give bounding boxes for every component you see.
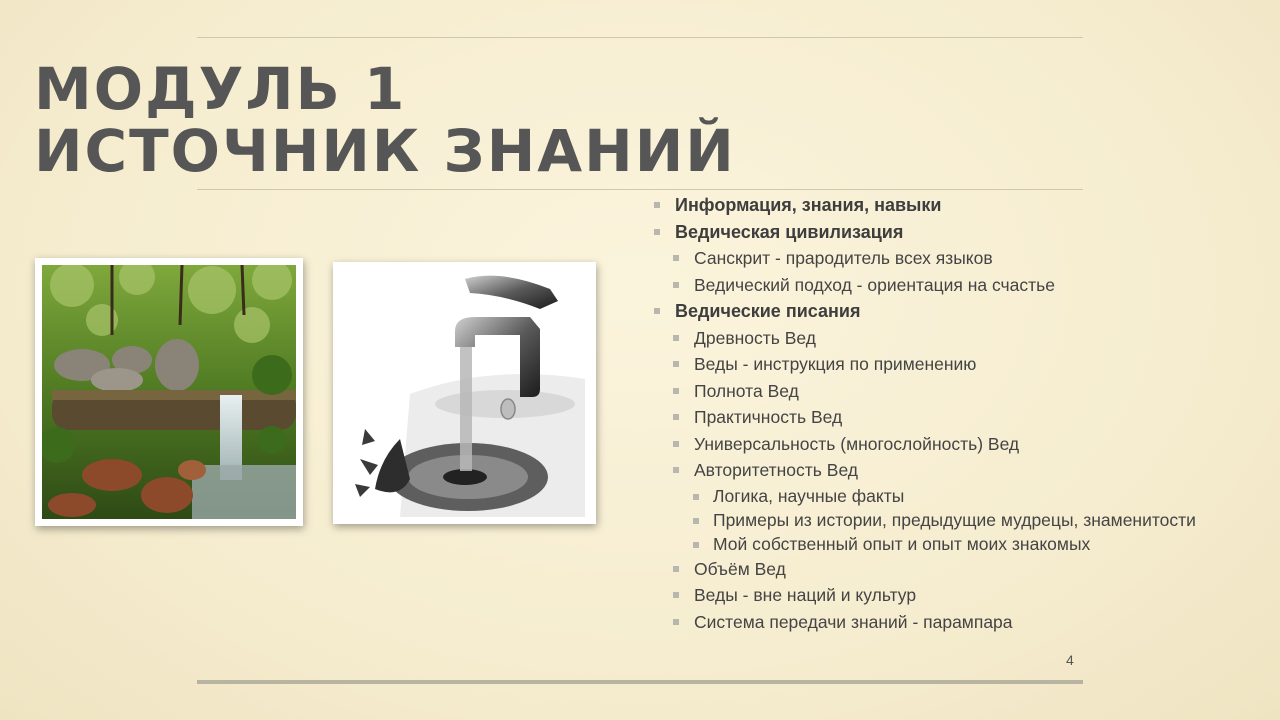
slide-title <box>34 55 736 185</box>
bullet-subsubitem: Мой собственный опыт и опыт моих знакомых <box>650 532 1210 556</box>
title-divider <box>197 189 1083 190</box>
photo-forest-stream <box>35 258 303 526</box>
bullet-subitem: Объём Вед <box>650 556 1210 583</box>
bottom-divider <box>197 680 1083 684</box>
photo-tap-water <box>333 262 596 524</box>
top-divider <box>197 37 1083 38</box>
bullet-item: Ведические писания <box>650 298 1210 325</box>
bullet-subsubitem: Логика, научные факты <box>650 484 1210 508</box>
bullet-item: Информация, знания, навыки <box>650 192 1210 219</box>
title-line-1: МОДУЛЬ 1 <box>34 55 407 123</box>
bullet-subsubitem: Примеры из истории, предыдущие мудрецы, знаменитости <box>650 508 1210 532</box>
page-number: 4 <box>1066 652 1074 668</box>
bullet-subitem: Полнота Вед <box>650 378 1210 405</box>
bullet-subitem: Санскрит - прародитель всех языков <box>650 245 1210 272</box>
bullet-list <box>650 192 1210 635</box>
bullet-subitem: Ведический подход - ориентация на счастье <box>650 272 1210 299</box>
bullet-subitem: Универсальность (многослойность) Вед <box>650 431 1210 458</box>
bullet-subitem: Веды - вне наций и культур <box>650 582 1210 609</box>
tap-water-image <box>340 269 589 517</box>
bullet-subitem: Практичность Вед <box>650 404 1210 431</box>
title-line-2: ИСТОЧНИК ЗНАНИЙ <box>34 117 736 185</box>
bullet-item: Ведическая цивилизация <box>650 219 1210 246</box>
bullet-subitem: Система передачи знаний - парампара <box>650 609 1210 636</box>
bullet-subitem: Древность Вед <box>650 325 1210 352</box>
bullet-subitem: Веды - инструкция по применению <box>650 351 1210 378</box>
forest-stream-image <box>42 265 296 519</box>
bullet-subitem: Авторитетность Вед <box>650 457 1210 484</box>
